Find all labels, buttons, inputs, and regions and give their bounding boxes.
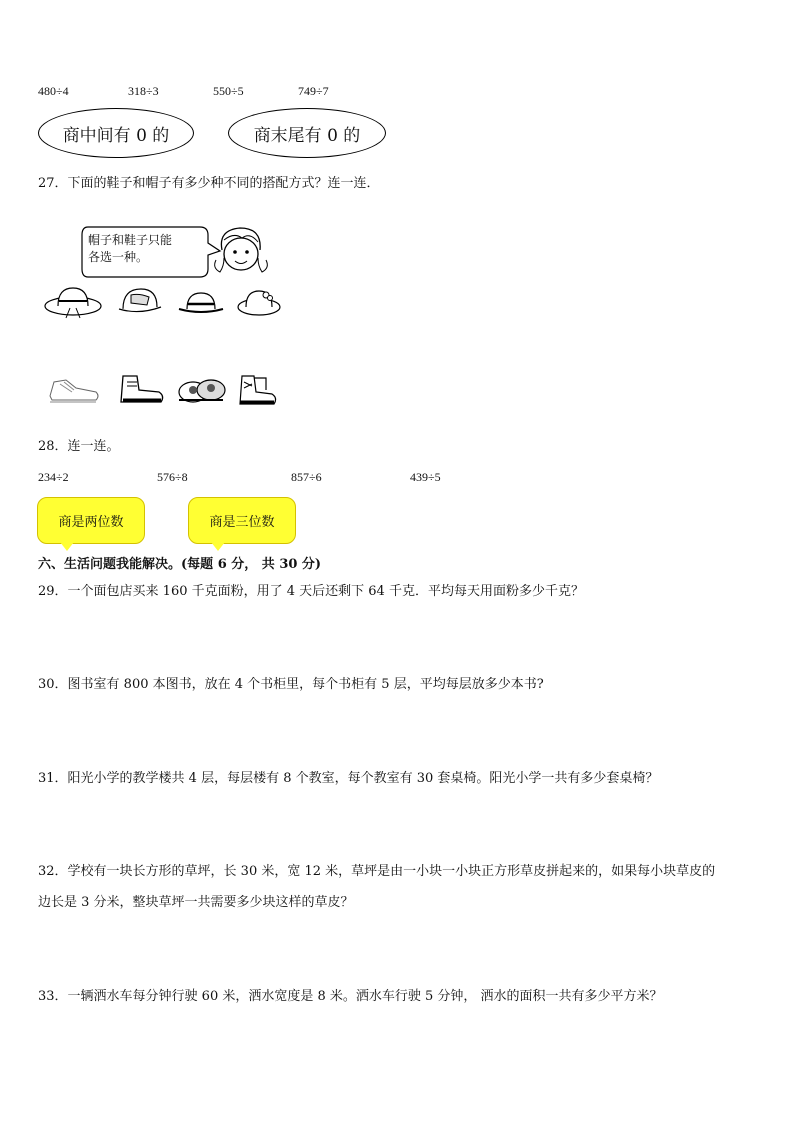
box-tail: [60, 542, 74, 551]
fedora-hat-icon: [177, 287, 225, 317]
section-6-heading: [38, 556, 321, 574]
question-33-text: 33．一辆洒水车每分钟行驶 60 米，洒水宽度是 8 米。洒水车行驶 5 分钟， 洒水的面积一共有多少平方米？: [38, 989, 663, 1004]
oval-quotient-end-zero[interactable]: [228, 108, 386, 158]
section-title: 六、生活问题我能解决。: [38, 557, 182, 572]
oval-label: 商中间有 0 的: [62, 125, 170, 146]
expression-439-div-5: 439÷5: [410, 470, 441, 484]
box-tail: [211, 542, 225, 551]
oval-quotient-middle-zero[interactable]: [38, 108, 194, 158]
speech-line: 各选一种。: [88, 250, 149, 264]
hat-wide-brim-icon: [42, 284, 104, 320]
expression-550-div-5: 550÷5: [213, 84, 244, 98]
expression-234-div-2: 234÷2: [38, 470, 69, 484]
expression-318-div-3: 318÷3: [128, 84, 159, 98]
boot-icon: [117, 372, 167, 406]
pair-of-shoes-icon: [175, 374, 229, 406]
question-28-text: 28．连一连。: [38, 439, 120, 454]
expression-576-div-8: 576÷8: [157, 470, 188, 484]
question-30-text: 30．图书室有 800 本图书，放在 4 个书柜里，每个书柜有 5 层，平均每层放多少本书?: [38, 677, 544, 692]
question-27-text: 27．下面的鞋子和帽子有多少种不同的搭配方式？连一连．: [38, 176, 380, 191]
box-quotient-two-digit[interactable]: [37, 497, 145, 544]
hiking-boots-icon: [236, 372, 280, 408]
speech-line: 帽子和鞋子只能: [88, 233, 173, 247]
sun-hat-icon: [236, 285, 282, 319]
speech-text: [88, 232, 172, 266]
question-32-text-line1: 32．学校有一块长方形的草坪，长 30 米，宽 12 米，草坪是由一小块一小块正方形草皮拼起来的，如果每小块草皮的: [38, 864, 716, 879]
box-label: 商是两位数: [58, 515, 124, 530]
box-quotient-three-digit[interactable]: [188, 497, 296, 544]
question-32-text-line2: 边长是 3 分米，整块草坪一共需要多少块这样的草皮？: [38, 895, 354, 910]
expression-480-div-4: 480÷4: [38, 84, 69, 98]
question-29-text: 29．一个面包店买来 160 千克面粉，用了 4 天后还剩下 64 千克．平均每天用面粉多少千克？: [38, 584, 584, 599]
section-score: (每题 6 分， 共 30 分): [181, 557, 322, 572]
cap-icon: [117, 285, 163, 319]
expression-749-div-7: 749÷7: [298, 84, 329, 98]
girl-icon: [212, 222, 270, 280]
oval-label: 商末尾有 0 的: [253, 125, 361, 146]
box-label: 商是三位数: [209, 515, 275, 530]
question-31-text: 31．阳光小学的教学楼共 4 层，每层楼有 8 个教室，每个教室有 30 套桌椅。阳光小学一共有多少套桌椅？: [38, 771, 659, 786]
expression-857-div-6: 857÷6: [291, 470, 322, 484]
sneaker-icon: [46, 374, 102, 406]
